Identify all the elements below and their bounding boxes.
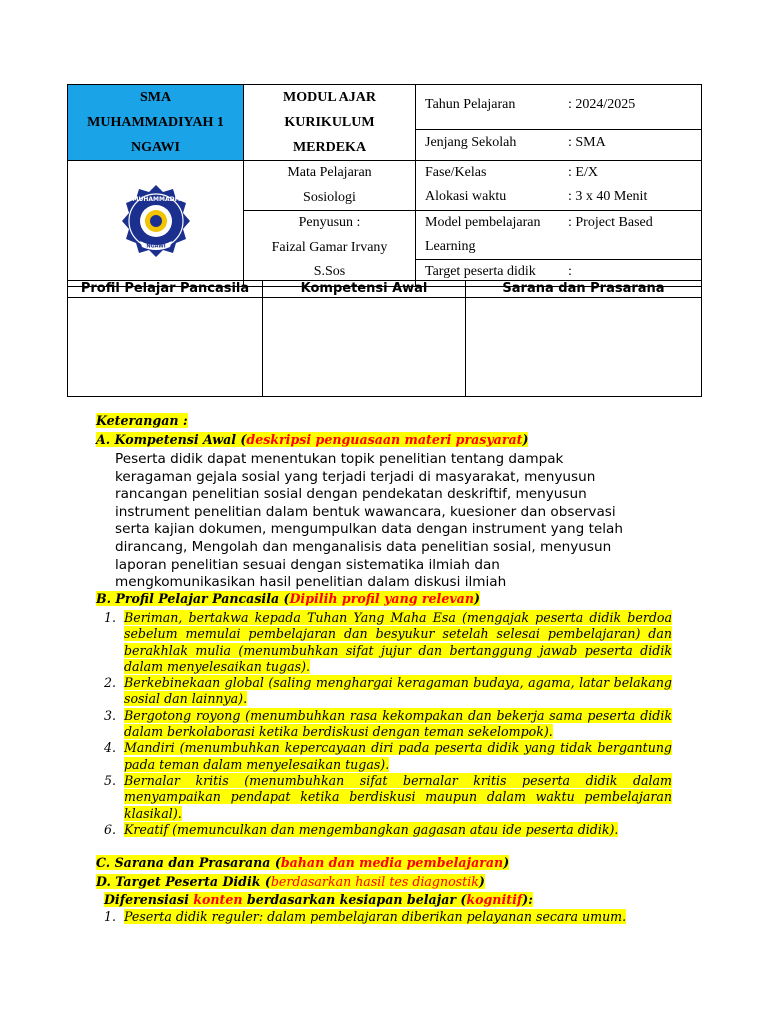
logo-bottom-text: NGAWI	[145, 243, 166, 250]
section-c-heading	[96, 855, 509, 871]
module-title-line: MERDEKA	[292, 140, 367, 155]
target-peserta-list	[104, 909, 672, 925]
list-item-number: 5.	[104, 772, 117, 788]
section-d-heading	[96, 874, 485, 890]
section-d-title: D. Target Peserta Didik (	[96, 874, 271, 889]
list-item	[104, 909, 672, 925]
model-pembelajaran-value-cont: Learning	[425, 239, 476, 254]
list-item-text: Mandiri (menumbuhkan kepercayaan diri pada peserta didik yang tidak bergantung pada teman dalam menyelesaikan tugas).	[124, 740, 672, 772]
module-title-cell	[244, 85, 416, 161]
profil-pelajar-header: Profil Pelajar Pancasila	[68, 281, 263, 298]
section-c-title: C. Sarana dan Prasarana (	[96, 855, 281, 870]
mata-pelajaran-label: Mata Pelajaran	[287, 165, 372, 180]
school-name-line: NGAWI	[130, 140, 180, 155]
paragraph-line: laporan penelitian sesuai dengan sistematika ilmiah dan	[115, 556, 500, 573]
info-cell-mid	[416, 161, 702, 211]
paragraph-line: mengkomunikasikan hasil penelitian dalam diskusi ilmiah	[115, 574, 507, 591]
jenjang-sekolah-label: Jenjang Sekolah	[425, 135, 517, 150]
section-c-close: )	[503, 855, 510, 870]
diferensiasi-pre: Diferensiasi	[104, 892, 194, 907]
list-item-text: Kreatif (memunculkan dan mengembangkan gagasan atau ide peserta didik).	[124, 821, 619, 837]
keterangan-text: Keterangan :	[96, 413, 188, 428]
list-item	[104, 675, 672, 708]
diferensiasi-konten: konten	[193, 892, 243, 907]
tahun-pelajaran-label: Tahun Pelajaran	[425, 97, 516, 112]
penyusun-label: Penyusun :	[298, 215, 361, 230]
section-d-close: )	[478, 874, 485, 889]
profil-pelajar-cell	[68, 298, 263, 397]
list-item-text: Bernalar kritis (menumbuhkan sifat bernalar kritis peserta didik dalam menyampaikan pendapat ketika berdiskusi maupun dalam waktu pembelajaran klasikal).	[124, 772, 672, 821]
section-a-hint: deskripsi penguasaan materi prasyarat	[246, 432, 523, 447]
list-item-number: 1.	[104, 610, 117, 625]
section-b-close: )	[474, 591, 480, 606]
kompetensi-awal-header: Kompetensi Awal	[263, 281, 466, 298]
list-item	[104, 773, 672, 822]
info-cell-top	[416, 85, 702, 161]
tahun-pelajaran-value: : 2024/2025	[568, 97, 636, 112]
model-pembelajaran-label: Model pembelajaran	[425, 215, 541, 230]
school-name-line: MUHAMMADIYAH 1	[87, 115, 224, 130]
school-name-line: SMA	[139, 90, 172, 105]
fase-kelas-value: : E/X	[568, 165, 598, 180]
module-title-line: MODUL AJAR	[283, 90, 376, 105]
module-title-line: KURIKULUM	[284, 115, 375, 130]
target-peserta-label: Target peserta didik	[425, 264, 536, 279]
list-item	[104, 822, 672, 838]
paragraph-line: rancangan penelitian sosial dengan pendekatan deskriftif, menyusun	[115, 486, 587, 503]
diferensiasi-heading	[104, 892, 533, 908]
penyusun-degree: S.Sos	[313, 264, 346, 279]
keterangan-heading	[96, 413, 188, 429]
paragraph-line: serta kajian dokumen, mengumpulkan data dengan instrument yang telah	[115, 521, 623, 538]
paragraph-line: Peserta didik dapat menentukan topik penelitian tentang dampak	[115, 451, 564, 467]
model-pembelajaran-value: : Project Based	[568, 215, 653, 230]
paragraph-line: keragaman gejala sosial yang terjadi terjadi di masyarakat, menyusun	[115, 468, 596, 485]
sarana-prasarana-cell	[466, 298, 702, 397]
section-d-hint: berdasarkan hasil tes diagnostik	[270, 874, 479, 889]
list-item	[104, 740, 672, 773]
diferensiasi-mid: berdasarkan kesiapan belajar (	[242, 892, 467, 907]
profil-pelajar-list	[104, 610, 672, 838]
list-item-text: Beriman, bertakwa kepada Tuhan Yang Maha Esa (mengajak peserta didik berdoa sebelum memulai pembelajaran dan besyukur setelah selesai pembelajaran) dan berakhlak mulia (menumbuhkan sifat jujur dan bertanggung jawab peserta didik dalam menyelesaikan tugas).	[124, 610, 672, 674]
section-c-hint: bahan dan media pembelajaran	[280, 855, 504, 870]
list-item	[104, 708, 672, 741]
logo-cell	[68, 161, 244, 287]
sarana-prasarana-header: Sarana dan Prasarana	[466, 281, 702, 298]
module-header-table	[67, 84, 702, 287]
penyusun-name: Faizal Gamar Irvany	[271, 239, 388, 255]
list-item-number: 1.	[104, 909, 117, 924]
kompetensi-awal-cell	[263, 298, 466, 397]
jenjang-sekolah-value: : SMA	[568, 135, 606, 150]
info-cell-bottom	[416, 211, 702, 287]
list-item-number: 4.	[104, 740, 117, 756]
list-item-number: 3.	[104, 707, 117, 723]
diferensiasi-close: ):	[522, 892, 533, 907]
list-item-text: Peserta didik reguler: dalam pembelajaran diberikan pelayanan secara umum.	[124, 909, 627, 924]
fase-kelas-label: Fase/Kelas	[425, 165, 487, 180]
paragraph-line: instrument penelitian dalam bentuk wawancara, kuesioner dan observasi	[115, 503, 616, 520]
list-item-number: 2.	[104, 675, 117, 691]
list-item-text: Bergotong royong (menumbuhkan rasa kekompakan dan bekerja sama peserta didik dalam berkolaborasi ketika berdiskusi dengan teman sekelompok).	[124, 707, 672, 740]
mata-pelajaran-cell	[244, 161, 416, 211]
list-item-text: Berkebinekaan global (saling menghargai keragaman budaya, agama, latar belakang sosial dan lainnya).	[124, 675, 672, 707]
school-logo-icon	[116, 181, 196, 261]
profile-table	[67, 280, 702, 397]
section-a-heading	[96, 432, 528, 448]
section-b-hint: Dipilih profil yang relevan	[289, 591, 474, 606]
diferensiasi-kognitif: kognitif	[466, 892, 523, 907]
section-b-title: B. Profil Pelajar Pancasila (	[96, 591, 290, 606]
alokasi-waktu-value: : 3 x 40 Menit	[568, 189, 648, 204]
school-name-cell	[68, 85, 244, 161]
section-b-heading	[96, 591, 480, 607]
target-peserta-value: :	[568, 264, 572, 279]
penyusun-cell	[244, 211, 416, 287]
section-a-title: A. Kompetensi Awal (	[96, 432, 247, 447]
section-a-close: )	[522, 432, 529, 447]
list-item-number: 6.	[104, 821, 117, 837]
paragraph-line: dirancang, Mengolah dan menganalisis data penelitian sosial, menyusun	[115, 538, 612, 555]
logo-top-text: SMA MUHAMMADIYAH 1	[115, 196, 196, 203]
list-item	[104, 610, 672, 675]
alokasi-waktu-label: Alokasi waktu	[425, 189, 507, 204]
mata-pelajaran-value: Sosiologi	[303, 189, 356, 205]
kompetensi-awal-paragraph	[115, 451, 675, 592]
